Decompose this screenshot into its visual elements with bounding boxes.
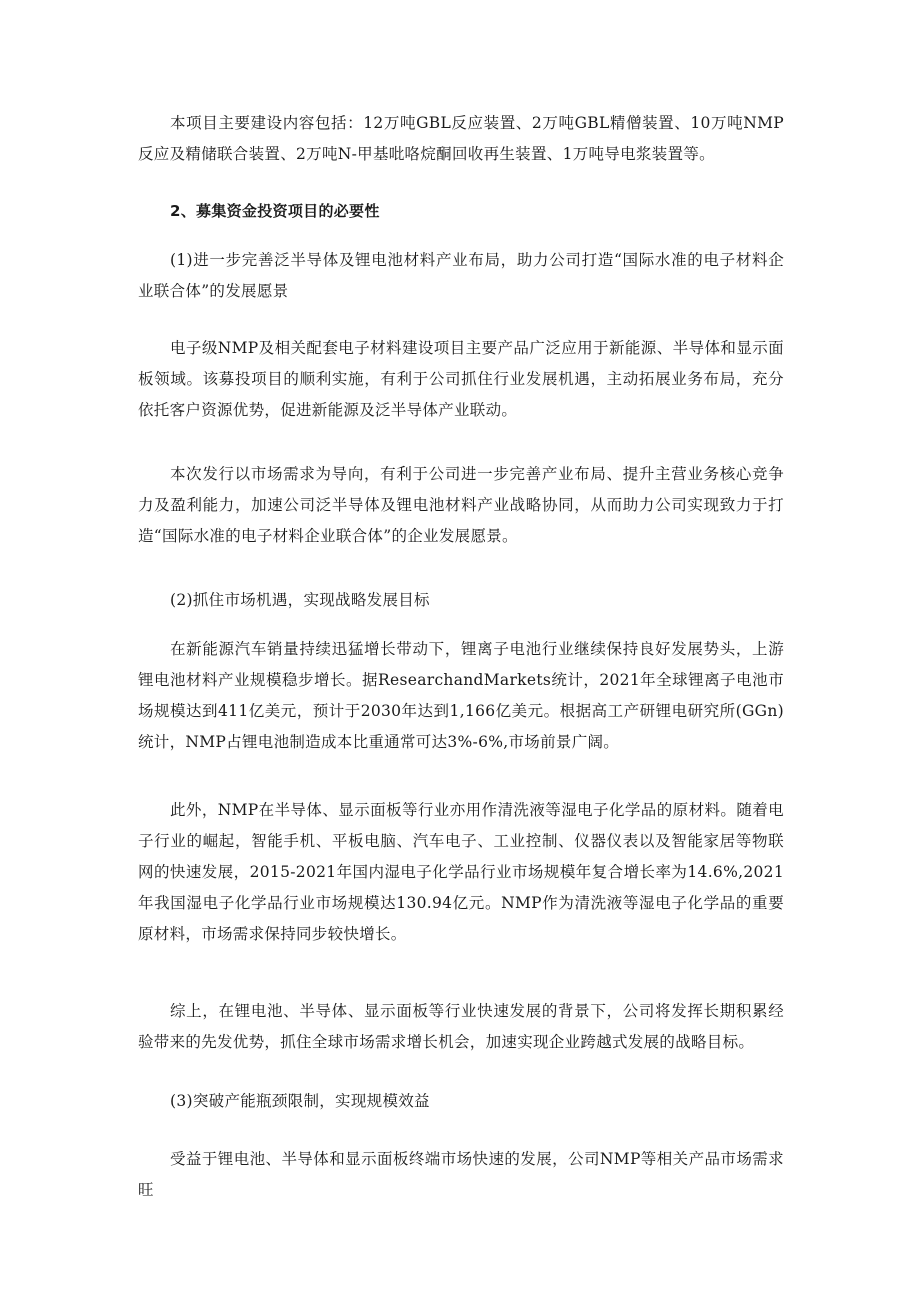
subheading-1: (1)进一步完善泛半导体及锂电池材料产业布局，助力公司打造“国际水准的电子材料企业联合体”的发展愿景	[138, 251, 784, 300]
paragraph-issuance-purpose: 本次发行以市场需求为导向，有利于公司进一步完善产业布局、提升主营业务核心竞争力及盈利能力，加速公司泛半导体及锂电池材料产业战略协同，从而助力公司实现致力于打造“国际水准的电子材料企业联合体”的企业发展愿景。	[138, 465, 784, 545]
paragraph-project-content: 本项目主要建设内容包括：12万吨GBL反应装置、2万吨GBL精僧装置、10万吨NMP反应及精储联合装置、2万吨N-甲基吡咯烷酮回收再生装置、1万吨导电浆装置等。	[138, 114, 784, 163]
paragraph-wet-chemicals: 此外，NMP在半导体、显示面板等行业亦用作清洗液等湿电子化学品的原材料。随着电子行业的崛起，智能手机、平板电脑、汽车电子、工业控制、仪器仪表以及智能家居等物联网的快速发展，2015-2021年国内湿电子化学品行业市场规模年复合增长率为14.6%,2021年我国湿电子化学品行业市场规模达130.94亿元。NMP作为清洗液等湿电子化学品的重要原材料，市场需求保持同步较快增长。	[138, 801, 784, 943]
paragraph-market-growth: 在新能源汽车销量持续迅猛增长带动下，锂离子电池行业继续保持良好发展势头，上游锂电池材料产业规模稳步增长。据ResearchandMarkets统计，2021年全球锂离子电池市场规模达到411亿美元，预计于2030年达到1,166亿美元。根据高工产研锂电研究所(GGn)统计，NMP占锂电池制造成本比重通常可达3%-6%,市场前景广阔。	[138, 640, 784, 751]
paragraph-capacity: 受益于锂电池、半导体和显示面板终端市场快速的发展，公司NMP等相关产品市场需求旺	[138, 1150, 784, 1199]
subheading-3: (3)突破产能瓶颈限制，实现规模效益	[170, 1092, 430, 1110]
paragraph-summary: 综上，在锂电池、半导体、显示面板等行业快速发展的背景下，公司将发挥长期积累经验带来的先发优势，抓住全球市场需求增长机会，加速实现企业跨越式发展的战略目标。	[138, 1002, 784, 1051]
paragraph-nmp-applications: 电子级NMP及相关配套电子材料建设项目主要产品广泛应用于新能源、半导体和显示面板领域。该募投项目的顺利实施，有利于公司抓住行业发展机遇，主动拓展业务布局，充分依托客户资源优势，促进新能源及泛半导体产业联动。	[138, 339, 784, 419]
subheading-2: (2)抓住市场机遇，实现战略发展目标	[170, 591, 430, 609]
section-heading-necessity: 2、募集资金投资项目的必要性	[170, 202, 380, 220]
